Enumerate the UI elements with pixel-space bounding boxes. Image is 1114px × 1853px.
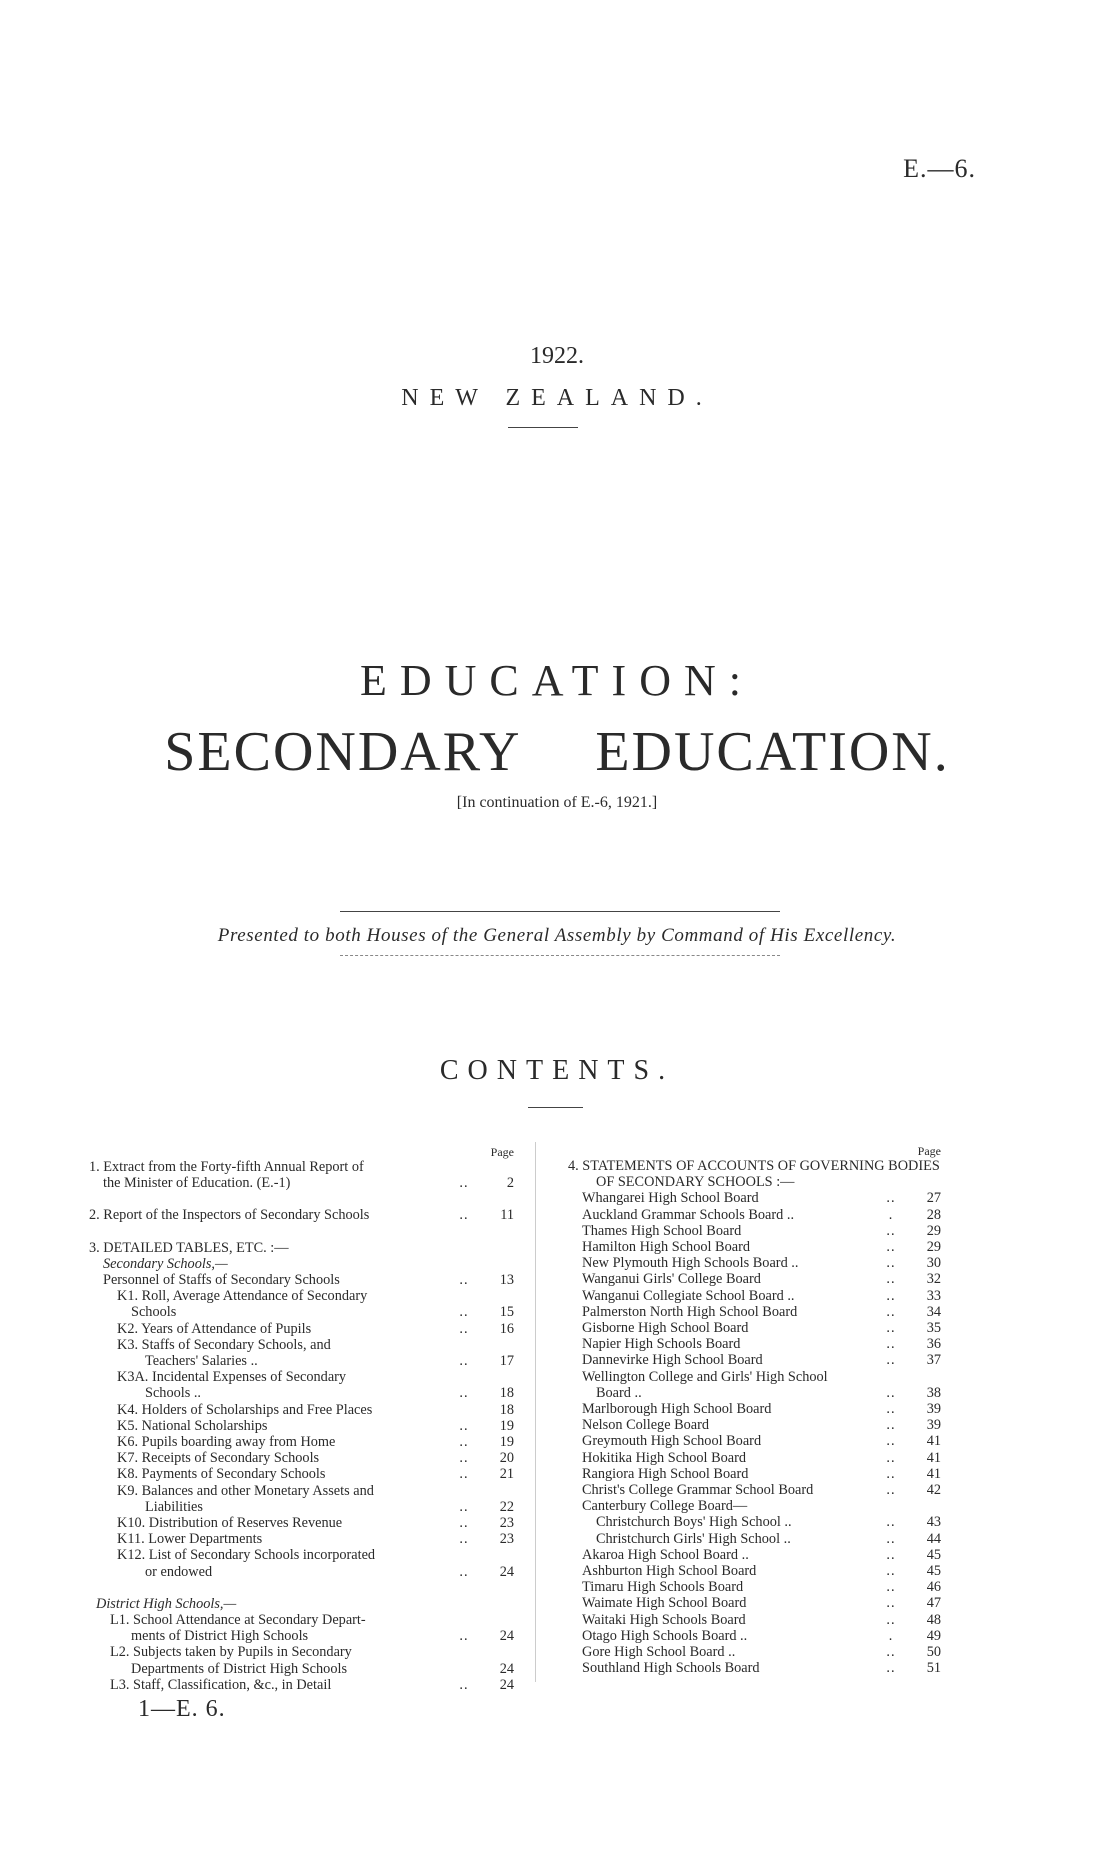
entry-title: Southland High Schools Board: [582, 1660, 760, 1677]
entry-page-number: [486, 1159, 514, 1175]
entry-page-number: 32: [926, 1271, 941, 1288]
contents-entry: [568, 1563, 941, 1579]
entry-title: K4. Holders of Scholarships and Free Places: [117, 1401, 373, 1418]
entry-title: Waimate High School Board: [582, 1595, 747, 1612]
spacer: [89, 1224, 514, 1240]
contents-left-column: [89, 1145, 514, 1693]
entry-page-number: 43: [926, 1514, 941, 1531]
leader-dots: ..: [886, 1530, 896, 1547]
leader-dots: [869, 1174, 913, 1190]
contents-entry: [89, 1304, 514, 1320]
entry-page-number: 29: [926, 1222, 941, 1239]
entry-title: Schools ..: [145, 1385, 202, 1402]
contents-list: [568, 1158, 941, 1677]
entry-page-number: 36: [926, 1336, 941, 1353]
entry-page-number: 22: [499, 1498, 514, 1515]
entry-page-number: 23: [499, 1515, 514, 1532]
contents-entry: [568, 1433, 941, 1449]
entry-title: Otago High Schools Board ..: [582, 1627, 748, 1644]
entry-page-number: 39: [926, 1417, 941, 1434]
entry-title: Palmerston North High School Board: [582, 1303, 798, 1320]
leader-dots: ..: [459, 1207, 469, 1224]
entry-page-number: [913, 1369, 941, 1385]
entry-title: District High Schools,—: [96, 1595, 237, 1612]
contents-entry: [89, 1272, 514, 1288]
contents-entry: [568, 1304, 941, 1320]
entry-title: Waitaki High Schools Board: [582, 1611, 746, 1628]
entry-title: Departments of District High Schools: [131, 1660, 348, 1677]
leader-dots: ..: [886, 1303, 896, 1320]
entry-page-number: 44: [926, 1530, 941, 1547]
entry-title: Napier High Schools Board: [582, 1336, 741, 1353]
entry-page-number: [984, 1158, 1012, 1174]
entry-page-number: [486, 1337, 514, 1353]
entry-page-number: 45: [926, 1563, 941, 1580]
leader-dots: [442, 1256, 486, 1272]
entry-page-number: 29: [926, 1239, 941, 1256]
leader-dots: ..: [459, 1434, 469, 1451]
contents-entry: [89, 1240, 514, 1256]
leader-dots: [442, 1288, 486, 1304]
contents-entry: [89, 1369, 514, 1385]
entry-title: Board ..: [596, 1384, 642, 1401]
contents-entry: [89, 1434, 514, 1450]
contents-entry: [568, 1498, 941, 1514]
entry-title: Wellington College and Girls' High School: [582, 1368, 828, 1385]
leader-dots: ..: [459, 1272, 469, 1289]
leader-dots: ..: [886, 1644, 896, 1661]
entry-title: 2. Report of the Inspectors of Secondary Schools: [89, 1207, 370, 1224]
entry-page-number: 34: [926, 1303, 941, 1320]
leader-dots: ..: [886, 1320, 896, 1337]
contents-entry: [568, 1336, 941, 1352]
entry-title: Ashburton High School Board: [582, 1563, 757, 1580]
leader-dots: ..: [459, 1498, 469, 1515]
entry-page-number: 50: [926, 1644, 941, 1661]
leader-dots: [442, 1369, 486, 1385]
entry-title: Akaroa High School Board ..: [582, 1546, 749, 1563]
contents-entry: [568, 1190, 941, 1206]
entry-page-number: 27: [926, 1190, 941, 1207]
leader-dots: ..: [886, 1595, 896, 1612]
leader-dots: [442, 1596, 486, 1612]
entry-page-number: 41: [926, 1449, 941, 1466]
leader-dots: ..: [459, 1353, 469, 1370]
entry-title: Wanganui Girls' College Board: [582, 1271, 761, 1288]
entry-page-number: 30: [926, 1255, 941, 1272]
entry-title: Gore High School Board ..: [582, 1644, 736, 1661]
leader-dots: ..: [459, 1417, 469, 1434]
entry-page-number: 23: [499, 1531, 514, 1548]
contents-entry: [89, 1677, 514, 1693]
entry-title: Dannevirke High School Board: [582, 1352, 763, 1369]
contents-entry: [89, 1418, 514, 1434]
entry-title: K10. Distribution of Reserves Revenue: [117, 1515, 343, 1532]
spacer: [89, 1191, 514, 1207]
leader-dots: ..: [886, 1222, 896, 1239]
entry-page-number: 39: [926, 1401, 941, 1418]
entry-title: K7. Receipts of Secondary Schools: [117, 1450, 320, 1467]
contents-entry: [89, 1483, 514, 1499]
entry-title: K12. List of Secondary Schools incorporated: [117, 1547, 376, 1564]
leader-dots: ..: [459, 1304, 469, 1321]
entry-title: K1. Roll, Average Attendance of Secondary: [117, 1288, 368, 1305]
contents-entry: [568, 1158, 941, 1174]
leader-dots: ..: [886, 1482, 896, 1499]
entry-title: Personnel of Staffs of Secondary Schools: [103, 1272, 340, 1289]
leader-dots: [442, 1337, 486, 1353]
contents-entry: [568, 1514, 941, 1530]
contents-entry: [568, 1660, 941, 1676]
entry-title: 1. Extract from the Forty-fifth Annual Report of: [89, 1159, 364, 1175]
entry-title: K2. Years of Attendance of Pupils: [117, 1320, 312, 1337]
leader-dots: ..: [459, 1450, 469, 1467]
leader-dots: [442, 1483, 486, 1499]
divider: [528, 1107, 583, 1108]
entry-page-number: 51: [926, 1660, 941, 1677]
leader-dots: ..: [459, 1531, 469, 1548]
contents-entry: [568, 1174, 941, 1190]
entry-title: Marlborough High School Board: [582, 1401, 772, 1418]
contents-entry: [568, 1482, 941, 1498]
leader-dots: ..: [886, 1563, 896, 1580]
leader-dots: ..: [886, 1465, 896, 1482]
contents-entry: [89, 1159, 514, 1175]
leader-dots: [940, 1158, 984, 1174]
entry-title: Christchurch Girls' High School ..: [596, 1530, 791, 1547]
entry-title: Wanganui Collegiate School Board ..: [582, 1287, 795, 1304]
contents-entry: [89, 1661, 514, 1677]
entry-page-number: 35: [926, 1320, 941, 1337]
entry-title: K9. Balances and other Monetary Assets and: [117, 1482, 374, 1499]
contents-entry: [89, 1564, 514, 1580]
leader-dots: ..: [886, 1611, 896, 1628]
entry-title: Rangiora High School Board: [582, 1465, 749, 1482]
entry-title: Timaru High Schools Board: [582, 1579, 744, 1596]
entry-page-number: 19: [499, 1417, 514, 1434]
leader-dots: ..: [886, 1514, 896, 1531]
page-column-label: Page: [917, 1144, 941, 1158]
leader-dots: ..: [886, 1417, 896, 1434]
entry-page-number: 38: [926, 1384, 941, 1401]
main-title: EDUCATION:: [360, 656, 754, 705]
contents-entry: [568, 1595, 941, 1611]
divider: [508, 427, 578, 428]
contents-entry: [568, 1239, 941, 1255]
contents-entry: [89, 1353, 514, 1369]
contents-entry: [568, 1612, 941, 1628]
leader-dots: ..: [459, 1676, 469, 1693]
subtitle: SECONDARY EDUCATION.: [164, 721, 950, 783]
leader-dots: ..: [886, 1352, 896, 1369]
leader-dots: [442, 1547, 486, 1563]
entry-page-number: 28: [926, 1206, 941, 1223]
contents-entry: [568, 1288, 941, 1304]
contents-entry: [568, 1531, 941, 1547]
document-year: 1922.: [530, 343, 584, 369]
entry-page-number: 48: [926, 1611, 941, 1628]
leader-dots: ..: [886, 1449, 896, 1466]
contents-entry: [568, 1401, 941, 1417]
entry-title: Schools: [131, 1304, 177, 1321]
contents-entry: [568, 1579, 941, 1595]
entry-page-number: 11: [500, 1207, 514, 1224]
entry-title: Nelson College Board: [582, 1417, 710, 1434]
leader-dots: ..: [886, 1255, 896, 1272]
footer-page-code: 1—E. 6.: [138, 1696, 226, 1722]
contents-entry: [89, 1256, 514, 1272]
leader-dots: ..: [459, 1563, 469, 1580]
entry-page-number: 24: [499, 1676, 514, 1693]
leader-dots: ..: [886, 1239, 896, 1256]
leader-dots: [442, 1661, 486, 1677]
entry-page-number: 24: [499, 1628, 514, 1645]
leader-dots: ..: [886, 1579, 896, 1596]
entry-page-number: [486, 1256, 514, 1272]
continuation-note: [In continuation of E.-6, 1921.]: [456, 794, 658, 811]
entry-page-number: 18: [499, 1401, 514, 1418]
contents-entry: [568, 1644, 941, 1660]
contents-entry: [89, 1515, 514, 1531]
leader-dots: .: [888, 1627, 894, 1644]
entry-title: Canterbury College Board—: [582, 1498, 748, 1515]
contents-entry: [89, 1547, 514, 1563]
leader-dots: [869, 1369, 913, 1385]
contents-entry: [568, 1207, 941, 1223]
entry-title: New Plymouth High Schools Board ..: [582, 1255, 799, 1272]
entry-page-number: 21: [499, 1466, 514, 1483]
contents-right-column: [568, 1144, 941, 1677]
leader-dots: ..: [886, 1546, 896, 1563]
entry-page-number: [913, 1174, 941, 1190]
entry-page-number: [486, 1644, 514, 1660]
spacer: [89, 1580, 514, 1596]
entry-page-number: 24: [499, 1563, 514, 1580]
leader-dots: ..: [459, 1320, 469, 1337]
entry-page-number: 41: [926, 1465, 941, 1482]
entry-page-number: [486, 1547, 514, 1563]
entry-title: Christchurch Boys' High School ..: [596, 1514, 792, 1531]
leader-dots: ..: [886, 1271, 896, 1288]
leader-dots: [442, 1240, 486, 1256]
leader-dots: ..: [886, 1401, 896, 1418]
contents-entry: [568, 1320, 941, 1336]
entry-title: K3A. Incidental Expenses of Secondary: [117, 1369, 347, 1386]
entry-page-number: 45: [926, 1546, 941, 1563]
entry-title: Gisborne High School Board: [582, 1320, 749, 1337]
leader-dots: ..: [459, 1466, 469, 1483]
leader-dots: [442, 1159, 486, 1175]
entry-page-number: 18: [499, 1385, 514, 1402]
contents-entry: [568, 1466, 941, 1482]
document-code: E.—6.: [903, 154, 976, 183]
entry-title: Whangarei High School Board: [582, 1190, 759, 1207]
entry-title: ments of District High Schools: [131, 1628, 309, 1645]
contents-entry: [568, 1417, 941, 1433]
leader-dots: ..: [459, 1175, 469, 1192]
entry-page-number: [913, 1498, 941, 1514]
entry-title: Christ's College Grammar School Board: [582, 1482, 814, 1499]
contents-entry: [568, 1385, 941, 1401]
contents-entry: [568, 1255, 941, 1271]
leader-dots: [442, 1402, 486, 1418]
leader-dots: ..: [459, 1515, 469, 1532]
page-column-label: Page: [490, 1145, 514, 1159]
entry-title: K5. National Scholarships: [117, 1417, 268, 1434]
entry-title: OF SECONDARY SCHOOLS :—: [596, 1174, 795, 1191]
entry-title: Secondary Schools,—: [103, 1255, 228, 1272]
leader-dots: ..: [886, 1384, 896, 1401]
entry-page-number: 24: [499, 1660, 514, 1677]
leader-dots: [869, 1498, 913, 1514]
entry-title: K8. Payments of Secondary Schools: [117, 1466, 326, 1483]
entry-page-number: [486, 1612, 514, 1628]
entry-page-number: [486, 1288, 514, 1304]
entry-page-number: 15: [499, 1304, 514, 1321]
entry-title: K6. Pupils boarding away from Home: [117, 1434, 336, 1451]
entry-title: 3. DETAILED TABLES, ETC. :—: [89, 1239, 289, 1256]
contents-entry: [568, 1223, 941, 1239]
entry-page-number: 2: [506, 1175, 514, 1192]
entry-title: L1. School Attendance at Secondary Depart-: [110, 1612, 366, 1629]
leader-dots: [442, 1644, 486, 1660]
entry-page-number: 47: [926, 1595, 941, 1612]
entry-title: L3. Staff, Classification, &c., in Detail: [110, 1676, 332, 1693]
entry-title: Thames High School Board: [582, 1222, 742, 1239]
entry-page-number: 16: [499, 1320, 514, 1337]
contents-entry: [568, 1271, 941, 1287]
entry-title: Hamilton High School Board: [582, 1239, 750, 1256]
contents-entry: [89, 1596, 514, 1612]
divider: [340, 911, 780, 912]
contents-entry: [568, 1628, 941, 1644]
entry-title: Liabilities: [145, 1498, 203, 1515]
entry-page-number: 19: [499, 1434, 514, 1451]
leader-dots: ..: [459, 1628, 469, 1645]
contents-entry: [89, 1628, 514, 1644]
entry-page-number: 20: [499, 1450, 514, 1467]
entry-title: L2. Subjects taken by Pupils in Secondary: [110, 1644, 352, 1661]
country-heading: NEW ZEALAND.: [401, 385, 713, 411]
entry-page-number: 33: [926, 1287, 941, 1304]
leader-dots: ..: [886, 1287, 896, 1304]
contents-heading: CONTENTS.: [439, 1055, 675, 1086]
contents-entry: [89, 1499, 514, 1515]
contents-entry: [89, 1531, 514, 1547]
contents-entry: [89, 1207, 514, 1223]
entry-title: Auckland Grammar Schools Board ..: [582, 1206, 795, 1223]
leader-dots: ..: [886, 1660, 896, 1677]
contents-entry: [89, 1385, 514, 1401]
leader-dots: .: [888, 1206, 894, 1223]
leader-dots: ..: [886, 1433, 896, 1450]
contents-entry: [89, 1612, 514, 1628]
contents-list: [89, 1159, 514, 1693]
leader-dots: ..: [459, 1385, 469, 1402]
contents-entry: [89, 1337, 514, 1353]
entry-page-number: 42: [926, 1482, 941, 1499]
entry-page-number: 37: [926, 1352, 941, 1369]
entry-page-number: [486, 1596, 514, 1612]
entry-title: the Minister of Education. (E.-1): [103, 1175, 291, 1192]
entry-title: K11. Lower Departments: [117, 1531, 263, 1548]
entry-title: K3. Staffs of Secondary Schools, and: [117, 1336, 331, 1353]
leader-dots: [442, 1612, 486, 1628]
divider: [340, 955, 780, 956]
leader-dots: ..: [886, 1190, 896, 1207]
entry-page-number: [486, 1369, 514, 1385]
entry-page-number: 17: [499, 1353, 514, 1370]
entry-page-number: 49: [926, 1627, 941, 1644]
entry-page-number: [486, 1483, 514, 1499]
entry-title: Teachers' Salaries ..: [145, 1353, 258, 1370]
contents-entry: [89, 1402, 514, 1418]
entry-title: Hokitika High School Board: [582, 1449, 747, 1466]
contents-entry: [568, 1369, 941, 1385]
entry-page-number: [486, 1240, 514, 1256]
contents-entry: [89, 1644, 514, 1660]
entry-title: Greymouth High School Board: [582, 1433, 762, 1450]
entry-page-number: 46: [926, 1579, 941, 1596]
presented-line: Presented to both Houses of the General Assembly by Command of His Excellency.: [217, 925, 897, 946]
contents-entry: [89, 1321, 514, 1337]
entry-title: or endowed: [145, 1563, 213, 1580]
contents-entry: [568, 1547, 941, 1563]
contents-entry: [568, 1450, 941, 1466]
leader-dots: ..: [886, 1336, 896, 1353]
contents-entry: [89, 1175, 514, 1191]
entry-page-number: 13: [499, 1272, 514, 1289]
column-separator: [535, 1142, 536, 1682]
contents-entry: [89, 1466, 514, 1482]
contents-entry: [89, 1450, 514, 1466]
entry-page-number: 41: [926, 1433, 941, 1450]
entry-title: 4. STATEMENTS OF ACCOUNTS OF GOVERNING BODIES: [568, 1158, 940, 1174]
contents-entry: [89, 1288, 514, 1304]
contents-entry: [568, 1352, 941, 1368]
